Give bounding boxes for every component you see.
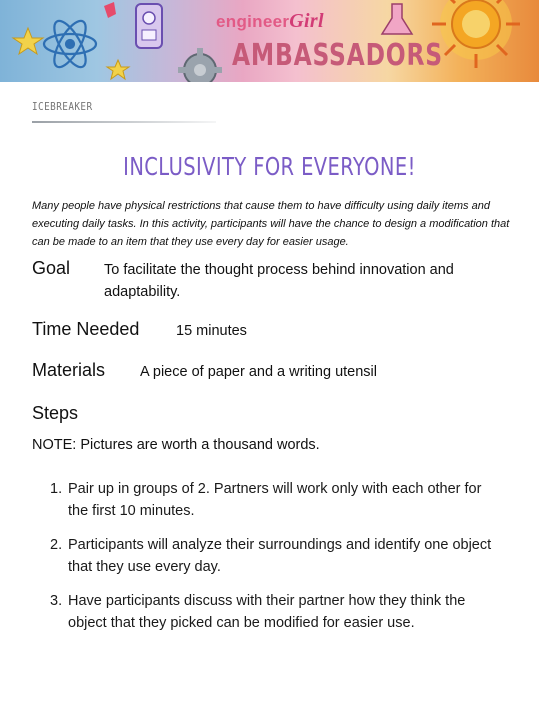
section-tag: ICEBREAKER: [32, 100, 93, 113]
gear-icon: [178, 48, 222, 82]
steps-list: [50, 478, 500, 646]
step-number: 3.: [50, 593, 63, 609]
phone-icon: [136, 4, 162, 48]
list-item: [50, 534, 500, 578]
steps-note: NOTE: Pictures are worth a thousand words.: [32, 437, 320, 453]
flask-icon: [382, 4, 412, 34]
page-title: INCLUSIVITY FOR EVERYONE!: [123, 152, 416, 181]
materials-label: Materials: [32, 360, 106, 380]
time-needed-text: 15 minutes: [176, 323, 247, 339]
step-number: 1.: [50, 481, 63, 497]
goal-text: To facilitate the thought process behind innovation and adaptability.: [104, 262, 454, 300]
time-needed-label: Time Needed: [32, 319, 140, 339]
sun-icon: [432, 0, 520, 68]
star-icon: [13, 28, 43, 54]
step-text: Pair up in groups of 2. Partners will work only with each other for the first 10 minutes.: [68, 481, 482, 519]
list-item: [50, 478, 500, 522]
goal-label: Goal: [32, 258, 71, 278]
step-text: Participants will analyze their surroundings and identify one object that they use every day.: [68, 537, 492, 575]
program-name: AMBASSADORS: [232, 38, 443, 73]
step-text: Have participants discuss with their partner how they think the object that they picked can be modified for easier use.: [68, 593, 466, 631]
section-divider: [32, 121, 216, 123]
header-banner: [0, 0, 539, 82]
list-item: [50, 590, 500, 634]
intro-paragraph: Many people have physical restrictions that cause them to have difficulty using daily items and executing daily tasks. In this activity, participants will have the chance to design a modification that can be made to an item that they use every day for easier usage.: [32, 200, 510, 248]
brand-logo: engineerGirl: [216, 10, 324, 32]
step-number: 2.: [50, 537, 63, 553]
atom-icon: [44, 16, 96, 71]
materials-text: A piece of paper and a writing utensil: [140, 364, 377, 380]
rocket-icon: [104, 2, 116, 18]
star-icon: [107, 60, 129, 79]
steps-heading: Steps: [32, 403, 79, 423]
